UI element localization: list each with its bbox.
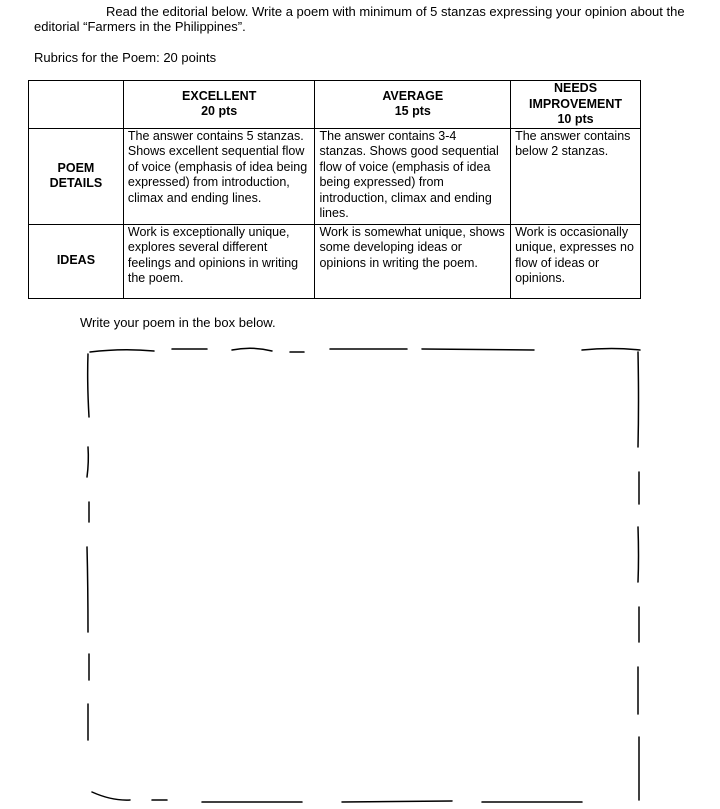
rubric-criteria-header (29, 81, 124, 129)
rubric-cell-average: The answer contains 3-4 stanzas. Shows good sequential flow of voice (emphasis of idea being expressed) from introduction, climax and ending lines. (315, 128, 511, 224)
rubric-row-poem-details (29, 128, 641, 224)
rubric-cell-excellent: The answer contains 5 stanzas. Shows excellent sequential flow of voice (emphasis of idea being expressed) from introduction, climax and ending lines. (123, 128, 315, 224)
rubric-cell-excellent: Work is exceptionally unique, explores several different feelings and opinions in writing the poem. (123, 224, 315, 298)
instructions-line-1: Read the editorial below. Write a poem with minimum of 5 stanzas expressing your opinion about the (106, 4, 685, 19)
rubric-header-row (29, 81, 641, 129)
rubric-row-ideas (29, 224, 641, 298)
rubric-title: Rubrics for the Poem: 20 points (34, 50, 217, 65)
instructions (34, 4, 704, 34)
instructions-line-2: editorial “Farmers in the Philippines”. (34, 19, 246, 34)
rubric-cell-needs-improvement: The answer contains below 2 stanzas. (511, 128, 641, 224)
rubric-header-needs-improvement: NEEDS IMPROVEMENT 10 pts (511, 81, 641, 129)
answer-box-label: Write your poem in the box below. (80, 315, 276, 330)
poem-answer-box[interactable] (82, 342, 644, 804)
rubric-header-average: AVERAGE 15 pts (315, 81, 511, 129)
rubric-cell-needs-improvement: Work is occasionally unique, expresses no flow of ideas or opinions. (511, 224, 641, 298)
rubric-cell-average: Work is somewhat unique, shows some developing ideas or opinions in writing the poem. (315, 224, 511, 298)
rubric-criteria-poem-details: POEM DETAILS (29, 128, 124, 224)
rubric-header-excellent: EXCELLENT 20 pts (123, 81, 315, 129)
rubric-table (28, 80, 641, 299)
rubric-criteria-ideas: IDEAS (29, 224, 124, 298)
